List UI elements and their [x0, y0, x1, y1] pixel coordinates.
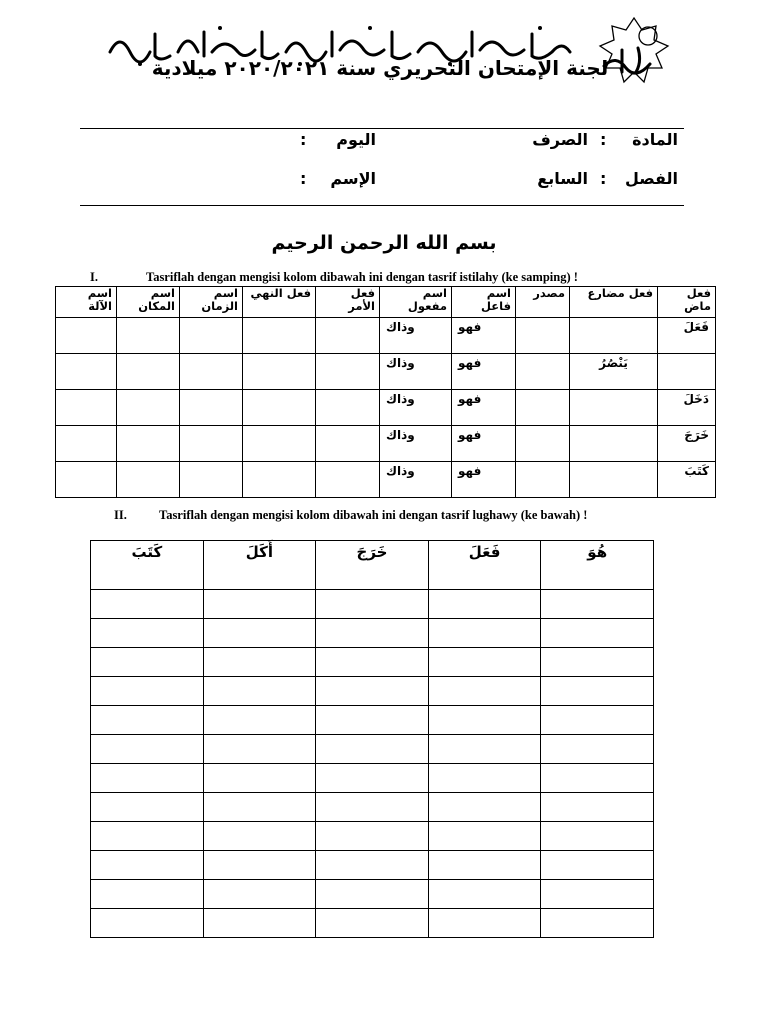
cell-ism-alah[interactable] — [56, 462, 117, 498]
answer-cell[interactable] — [541, 590, 654, 619]
answer-cell[interactable] — [316, 764, 429, 793]
cell-fiil-madi[interactable]: كَتَبَ — [658, 462, 716, 498]
exam-title: لجنة الإمتحان التحريري سنة ٢٠٢٠/٢٠٢١ ميلادية — [151, 56, 609, 80]
answer-cell[interactable] — [91, 677, 204, 706]
table-row — [56, 318, 716, 354]
name-label: الإسم — [330, 169, 376, 188]
answer-cell[interactable] — [428, 764, 541, 793]
answer-cell[interactable] — [316, 706, 429, 735]
answer-cell[interactable] — [316, 909, 429, 938]
answer-cell[interactable] — [428, 677, 541, 706]
answer-cell[interactable] — [203, 648, 316, 677]
cell-fiil-mudari[interactable] — [570, 390, 658, 426]
answer-cell[interactable] — [428, 735, 541, 764]
bottom-divider — [80, 205, 684, 206]
cell-fiil-nahy[interactable] — [243, 426, 316, 462]
answer-cell[interactable] — [203, 822, 316, 851]
header-kharaja: خَرَجَ — [316, 541, 429, 590]
table-row — [91, 735, 654, 764]
cell-ism-makan[interactable] — [117, 354, 180, 390]
answer-cell[interactable] — [316, 793, 429, 822]
answer-cell[interactable] — [203, 590, 316, 619]
table-row — [91, 793, 654, 822]
answer-cell[interactable] — [428, 590, 541, 619]
answer-cell[interactable] — [541, 822, 654, 851]
section2-instruction — [114, 508, 587, 523]
cell-ism-zaman[interactable] — [180, 318, 243, 354]
class-colon: : — [600, 169, 607, 188]
answer-cell[interactable] — [91, 648, 204, 677]
table2-header-row — [91, 541, 654, 590]
answer-cell[interactable] — [203, 764, 316, 793]
table-row — [91, 706, 654, 735]
answer-cell[interactable] — [541, 793, 654, 822]
answer-cell[interactable] — [91, 880, 204, 909]
cell-fiil-amr[interactable] — [316, 462, 380, 498]
answer-cell[interactable] — [91, 590, 204, 619]
answer-cell[interactable] — [91, 706, 204, 735]
section2-number: II. — [114, 508, 127, 522]
header-fiil-mudari: فعل مضارع — [570, 287, 658, 318]
answer-cell[interactable] — [203, 793, 316, 822]
cell-ism-alah[interactable] — [56, 426, 117, 462]
cell-masdar[interactable] — [516, 318, 570, 354]
header-huwa: هُوَ — [541, 541, 654, 590]
cell-ism-fail[interactable]: فهو — [452, 462, 516, 498]
cell-fiil-amr[interactable] — [316, 318, 380, 354]
cell-fiil-mudari[interactable] — [570, 318, 658, 354]
answer-cell[interactable] — [541, 735, 654, 764]
answer-cell[interactable] — [316, 590, 429, 619]
answer-cell[interactable] — [316, 735, 429, 764]
cell-ism-zaman[interactable] — [180, 390, 243, 426]
cell-ism-makan[interactable] — [117, 318, 180, 354]
cell-ism-fail[interactable]: فهو — [452, 318, 516, 354]
cell-fiil-mudari[interactable] — [570, 426, 658, 462]
subject-label: المادة — [632, 130, 678, 149]
cell-fiil-amr[interactable] — [316, 354, 380, 390]
answer-cell[interactable] — [428, 619, 541, 648]
section1-instruction-text: Tasriflah dengan mengisi kolom dibawah ini dengan tasrif istilahy (ke samping) ! — [146, 270, 578, 284]
day-label: اليوم — [336, 130, 376, 149]
section2-instruction-text: Tasriflah dengan mengisi kolom dibawah ini dengan tasrif lughawy (ke bawah) ! — [159, 508, 588, 522]
answer-cell[interactable] — [541, 677, 654, 706]
cell-masdar[interactable] — [516, 426, 570, 462]
table-row — [56, 462, 716, 498]
cell-masdar[interactable] — [516, 390, 570, 426]
class-value: السابع — [537, 169, 588, 188]
header-fiil-nahy: فعل النهي — [243, 287, 316, 318]
answer-cell[interactable] — [541, 764, 654, 793]
subject-value: الصرف — [532, 130, 588, 149]
name-colon: : — [300, 169, 307, 188]
answer-cell[interactable] — [428, 706, 541, 735]
answer-cell[interactable] — [203, 880, 316, 909]
header-fiil-amr: فعل الأمر — [316, 287, 380, 318]
header-masdar: مصدر — [516, 287, 570, 318]
subject-colon: : — [600, 130, 607, 149]
table-row — [56, 354, 716, 390]
cell-fiil-madi[interactable]: فَعَلَ — [658, 318, 716, 354]
table-row — [91, 590, 654, 619]
cell-ism-alah[interactable] — [56, 354, 117, 390]
cell-ism-zaman[interactable] — [180, 354, 243, 390]
table-row — [56, 390, 716, 426]
answer-cell[interactable] — [203, 735, 316, 764]
cell-fiil-nahy[interactable] — [243, 390, 316, 426]
answer-cell[interactable] — [541, 880, 654, 909]
answer-cell[interactable] — [541, 706, 654, 735]
cell-fiil-nahy[interactable] — [243, 462, 316, 498]
answer-cell[interactable] — [91, 851, 204, 880]
table1-header-row — [56, 287, 716, 318]
header-akala: أَكَلَ — [203, 541, 316, 590]
cell-fiil-madi[interactable] — [658, 354, 716, 390]
answer-cell[interactable] — [316, 619, 429, 648]
answer-cell[interactable] — [203, 619, 316, 648]
header-faala: فَعَلَ — [428, 541, 541, 590]
answer-cell[interactable] — [428, 880, 541, 909]
answer-cell[interactable] — [541, 909, 654, 938]
answer-cell[interactable] — [428, 793, 541, 822]
cell-ism-fail[interactable]: فهو — [452, 354, 516, 390]
answer-cell[interactable] — [428, 851, 541, 880]
cell-masdar[interactable] — [516, 354, 570, 390]
answer-cell[interactable] — [203, 706, 316, 735]
answer-cell[interactable] — [428, 909, 541, 938]
cell-fiil-madi[interactable]: خَرَجَ — [658, 426, 716, 462]
cell-ism-zaman[interactable] — [180, 426, 243, 462]
cell-ism-makan[interactable] — [117, 390, 180, 426]
answer-cell[interactable] — [91, 793, 204, 822]
cell-ism-fail[interactable]: فهو — [452, 426, 516, 462]
cell-fiil-mudari[interactable] — [570, 462, 658, 498]
header-kataba: كَتَبَ — [91, 541, 204, 590]
header-ism-alah: اسم الآلة — [56, 287, 117, 318]
table-row — [91, 648, 654, 677]
cell-ism-makan[interactable] — [117, 462, 180, 498]
basmala: بسم الله الرحمن الرحيم — [271, 232, 497, 254]
answer-cell[interactable] — [91, 764, 204, 793]
header-ism-makan: اسم المكان — [117, 287, 180, 318]
table-row — [91, 619, 654, 648]
section1-number: I. — [90, 270, 98, 284]
cell-fiil-nahy[interactable] — [243, 318, 316, 354]
section1-instruction — [90, 270, 578, 285]
cell-ism-fail[interactable]: فهو — [452, 390, 516, 426]
cell-ism-maful[interactable]: وذاك — [380, 390, 452, 426]
answer-cell[interactable] — [91, 909, 204, 938]
tasrif-istilahy-table — [55, 286, 716, 498]
cell-fiil-nahy[interactable] — [243, 354, 316, 390]
top-divider — [80, 128, 684, 129]
table-row — [91, 822, 654, 851]
answer-cell[interactable] — [541, 619, 654, 648]
cell-ism-maful[interactable]: وذاك — [380, 318, 452, 354]
answer-cell[interactable] — [428, 648, 541, 677]
cell-fiil-madi[interactable]: دَخَلَ — [658, 390, 716, 426]
table-row — [91, 851, 654, 880]
answer-cell[interactable] — [91, 735, 204, 764]
answer-cell[interactable] — [91, 619, 204, 648]
header-ism-maful: اسم مفعول — [380, 287, 452, 318]
cell-ism-alah[interactable] — [56, 390, 117, 426]
answer-cell[interactable] — [541, 648, 654, 677]
cell-fiil-amr[interactable] — [316, 390, 380, 426]
answer-cell[interactable] — [541, 851, 654, 880]
cell-ism-alah[interactable] — [56, 318, 117, 354]
answer-cell[interactable] — [203, 851, 316, 880]
answer-cell[interactable] — [316, 822, 429, 851]
header-ism-zaman: اسم الزمان — [180, 287, 243, 318]
tasrif-lughawy-table — [90, 540, 654, 938]
answer-cell[interactable] — [203, 909, 316, 938]
cell-fiil-amr[interactable] — [316, 426, 380, 462]
answer-cell[interactable] — [91, 822, 204, 851]
table-row — [91, 677, 654, 706]
table-row — [91, 764, 654, 793]
cell-ism-maful[interactable]: وذاك — [380, 354, 452, 390]
cell-masdar[interactable] — [516, 462, 570, 498]
table-row — [56, 426, 716, 462]
header-fiil-madi: فعل ماض — [658, 287, 716, 318]
class-label: الفصل — [624, 169, 678, 188]
header-ism-fail: اسم فاعل — [452, 287, 516, 318]
answer-cell[interactable] — [316, 880, 429, 909]
cell-ism-makan[interactable] — [117, 426, 180, 462]
answer-cell[interactable] — [316, 851, 429, 880]
cell-ism-maful[interactable]: وذاك — [380, 462, 452, 498]
answer-cell[interactable] — [203, 677, 316, 706]
school-logo — [592, 14, 676, 94]
day-colon: : — [300, 130, 307, 149]
answer-cell[interactable] — [428, 822, 541, 851]
cell-ism-zaman[interactable] — [180, 462, 243, 498]
table-row — [91, 909, 654, 938]
answer-cell[interactable] — [316, 648, 429, 677]
answer-cell[interactable] — [316, 677, 429, 706]
cell-ism-maful[interactable]: وذاك — [380, 426, 452, 462]
table-row — [91, 880, 654, 909]
cell-fiil-mudari[interactable]: يَنْصُرُ — [570, 354, 658, 390]
